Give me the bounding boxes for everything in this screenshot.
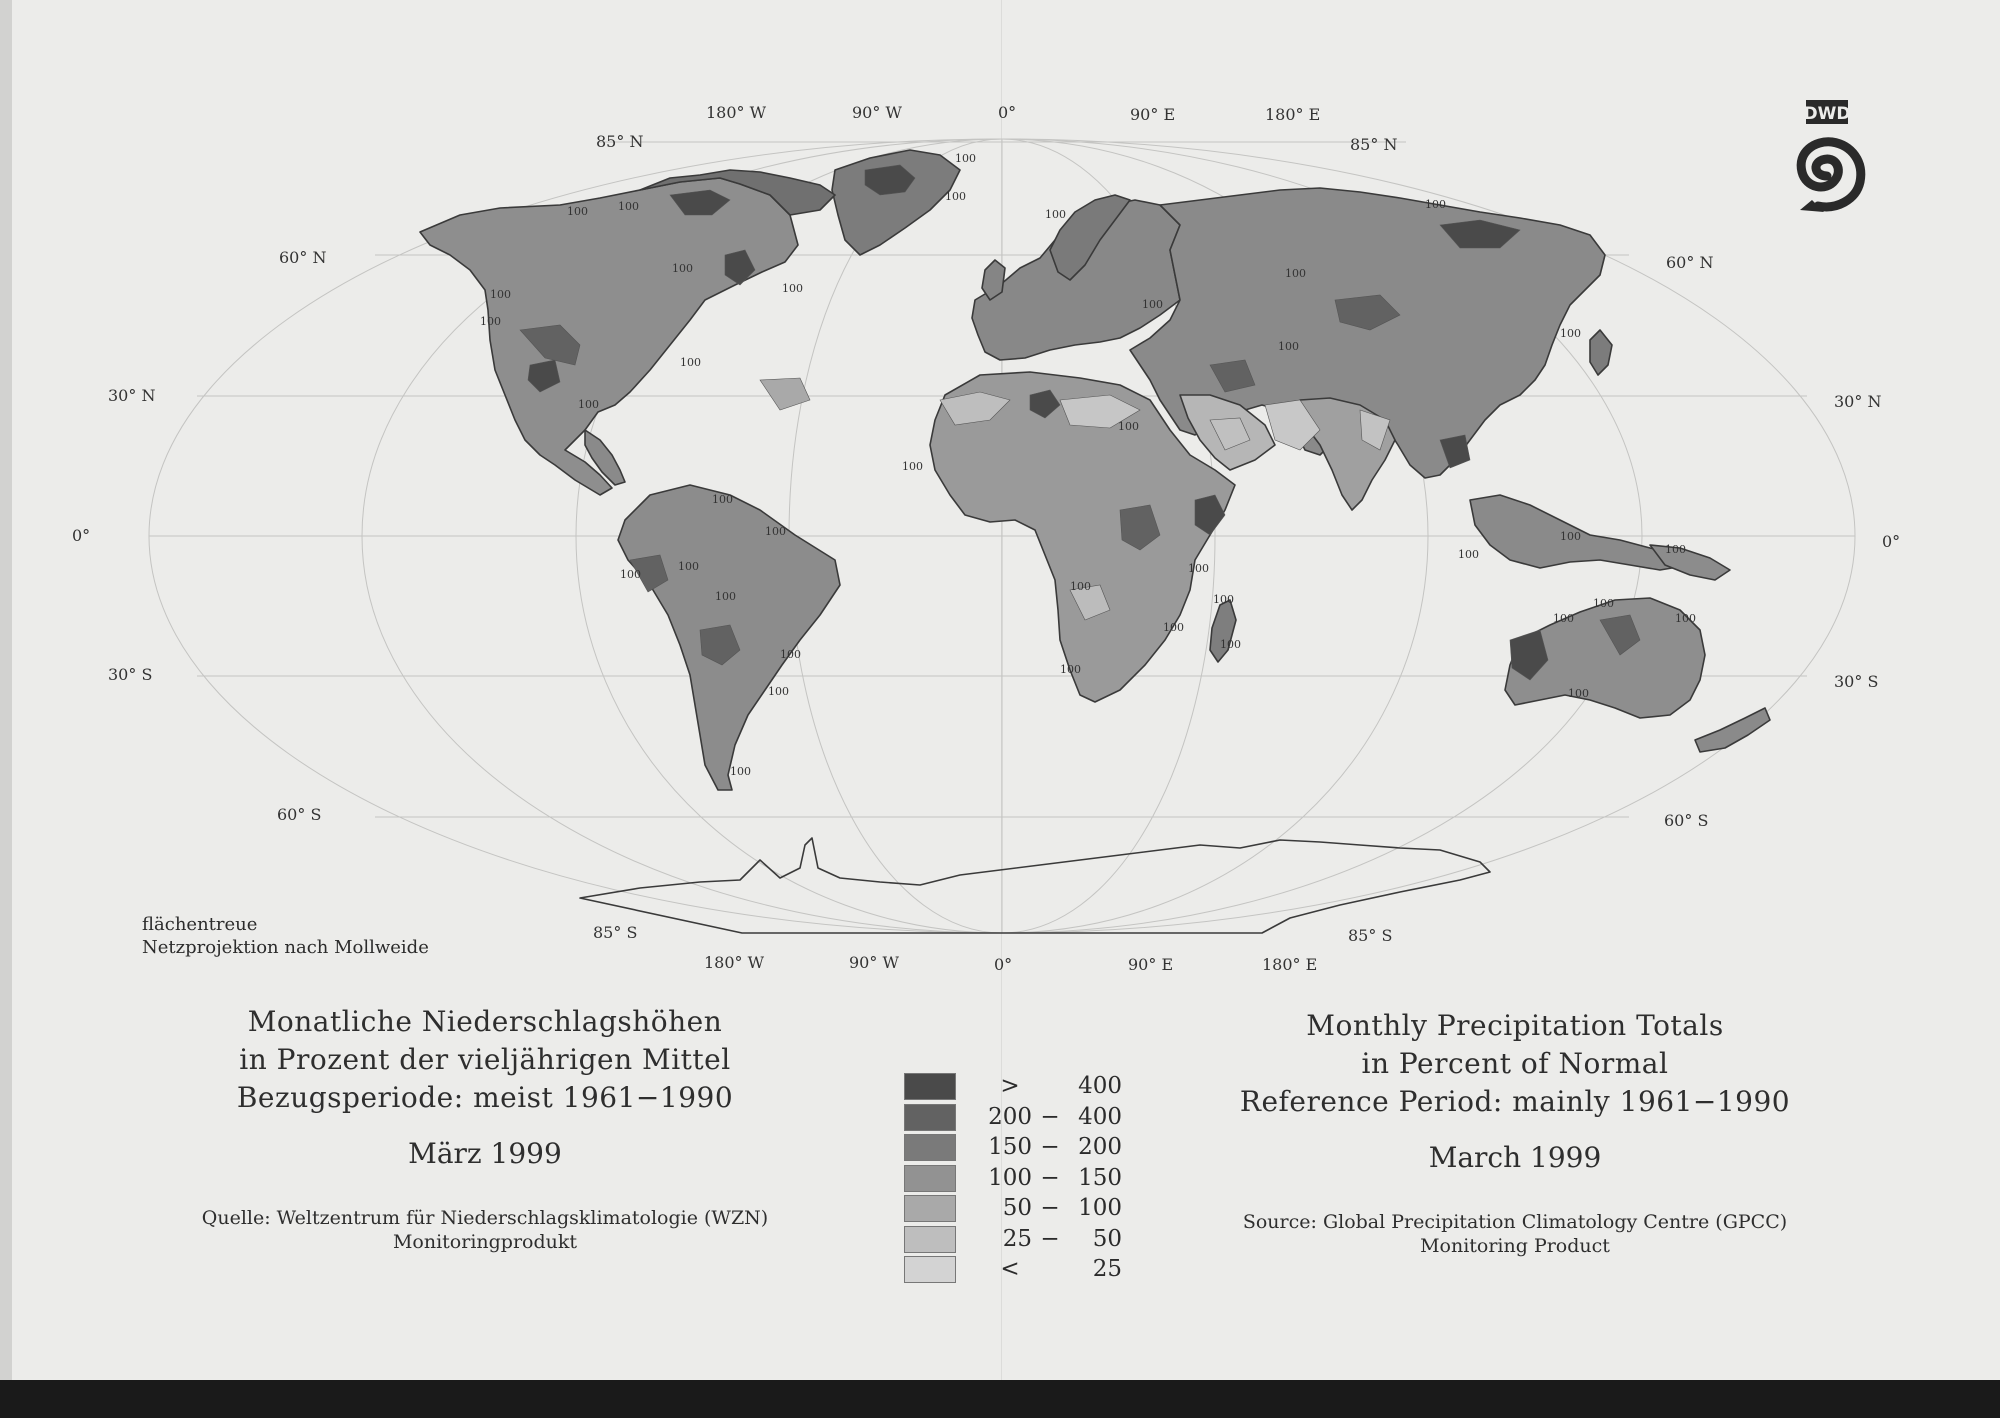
isoline-label: 100 bbox=[1070, 580, 1091, 593]
isoline-label: 100 bbox=[490, 288, 511, 301]
title-line: Monthly Precipitation Totals bbox=[1306, 1009, 1724, 1042]
patch-light bbox=[760, 378, 810, 410]
isoline-label: 100 bbox=[1163, 621, 1184, 634]
month-label: March 1999 bbox=[1428, 1141, 1602, 1174]
lon-label-bottom: 180° E bbox=[1262, 955, 1318, 974]
madagascar bbox=[1210, 600, 1236, 662]
lon-label-top: 90° E bbox=[1130, 105, 1176, 124]
legend-value: 400 bbox=[1078, 1073, 1122, 1099]
legend-value-high: 50 bbox=[1092, 1225, 1122, 1252]
isoline-label: 100 bbox=[1458, 548, 1479, 561]
lat-label-right: 60° N bbox=[1666, 253, 1714, 272]
north-america bbox=[420, 178, 798, 495]
dwd-logo-text: DWD bbox=[1803, 104, 1851, 124]
projection-note bbox=[142, 913, 429, 959]
lat-label-right: 30° N bbox=[1834, 392, 1882, 411]
title-line: in Percent of Normal bbox=[1361, 1047, 1669, 1080]
isoline-label: 100 bbox=[1665, 543, 1686, 556]
legend-operator: − bbox=[1040, 1103, 1060, 1130]
lat-label-left: 30° N bbox=[108, 386, 156, 405]
lat-label-left: 60° N bbox=[279, 248, 327, 267]
isoline-label: 100 bbox=[1553, 612, 1574, 625]
legend-operator: − bbox=[1040, 1164, 1060, 1191]
isoline-label: 100 bbox=[620, 568, 641, 581]
legend-value: 25 bbox=[1092, 1256, 1122, 1282]
lon-label-top: 0° bbox=[998, 103, 1017, 122]
isoline-label: 100 bbox=[567, 205, 588, 218]
legend-value-high: 100 bbox=[1078, 1195, 1122, 1221]
lat-label-left: 60° S bbox=[277, 805, 322, 824]
isoline-label: 100 bbox=[945, 190, 966, 203]
legend-operator: < bbox=[1000, 1256, 1020, 1282]
title-line: Reference Period: mainly 1961−1990 bbox=[1239, 1085, 1791, 1118]
isoline-label: 100 bbox=[1593, 597, 1614, 610]
title-line: Bezugsperiode: meist 1961−1990 bbox=[236, 1081, 734, 1114]
isoline-label: 100 bbox=[765, 525, 786, 538]
isoline-label: 100 bbox=[768, 685, 789, 698]
isoline-label: 100 bbox=[730, 765, 751, 778]
source-line: Monitoringprodukt bbox=[392, 1231, 578, 1253]
isoline-label: 100 bbox=[1060, 663, 1081, 676]
lat-label-right: 30° S bbox=[1834, 672, 1879, 691]
lon-label-bottom: 90° W bbox=[849, 953, 899, 972]
antarctica bbox=[580, 838, 1490, 933]
isoline-label: 100 bbox=[678, 560, 699, 573]
isoline-label: 100 bbox=[712, 493, 733, 506]
spiral-icon bbox=[1801, 142, 1861, 207]
isoline-label: 100 bbox=[902, 460, 923, 473]
lat-label-right: 85° N bbox=[1350, 135, 1398, 154]
isoline-label: 100 bbox=[1560, 327, 1581, 340]
legend-value-high: 150 bbox=[1078, 1164, 1122, 1191]
projection-note-line: flächentreue bbox=[142, 914, 258, 935]
legend-swatch bbox=[904, 1073, 956, 1100]
legend-operator: − bbox=[1040, 1225, 1060, 1252]
lon-label-top: 90° W bbox=[852, 103, 902, 122]
lat-label-left: 30° S bbox=[108, 665, 153, 684]
legend-value-low: 100 bbox=[988, 1164, 1032, 1191]
month-label: März 1999 bbox=[408, 1137, 562, 1170]
isoline-label: 100 bbox=[1220, 638, 1241, 651]
isoline-label: 100 bbox=[1213, 593, 1234, 606]
legend-value-low: 150 bbox=[988, 1134, 1032, 1160]
lat-label-left: 0° bbox=[72, 526, 91, 545]
legend-swatch bbox=[904, 1134, 956, 1161]
lon-label-top: 180° W bbox=[706, 103, 767, 122]
title-line: Monatliche Niederschlagshöhen bbox=[247, 1005, 723, 1038]
legend-swatch bbox=[904, 1226, 956, 1253]
new-zealand bbox=[1695, 708, 1770, 752]
isoline-label: 100 bbox=[680, 356, 701, 369]
legend-value-high: 400 bbox=[1078, 1103, 1122, 1130]
isoline-label: 100 bbox=[672, 262, 693, 275]
source-line: Source: Global Precipitation Climatology Centre (GPCC) bbox=[1242, 1211, 1788, 1233]
isoline-label: 100 bbox=[578, 398, 599, 411]
projection-note-line: Netzprojektion nach Mollweide bbox=[142, 937, 429, 958]
legend-value-low: 200 bbox=[988, 1103, 1032, 1130]
isoline-label: 100 bbox=[715, 590, 736, 603]
legend-value-high: 200 bbox=[1078, 1134, 1122, 1160]
isoline-label: 100 bbox=[1278, 340, 1299, 353]
lon-label-bottom: 90° E bbox=[1128, 955, 1174, 974]
title-english bbox=[1170, 1007, 1860, 1258]
legend-operator: > bbox=[1000, 1073, 1020, 1099]
legend-swatch bbox=[904, 1195, 956, 1222]
title-line: in Prozent der vieljährigen Mittel bbox=[239, 1043, 731, 1076]
source-line: Monitoring Product bbox=[1420, 1235, 1610, 1257]
isoline-label: 100 bbox=[1568, 687, 1589, 700]
legend-value-low: 25 bbox=[1002, 1225, 1032, 1252]
isoline-label: 100 bbox=[1045, 208, 1066, 221]
lon-label-bottom: 180° W bbox=[704, 953, 765, 972]
lon-label-bottom: 0° bbox=[994, 955, 1013, 974]
isoline-label: 100 bbox=[1188, 562, 1209, 575]
legend-swatch bbox=[904, 1165, 956, 1192]
legend-operator: − bbox=[1040, 1134, 1060, 1160]
lat-label-left: 85° N bbox=[596, 132, 644, 151]
isoline-label: 100 bbox=[780, 648, 801, 661]
lon-label-top: 180° E bbox=[1265, 105, 1321, 124]
dwd-logo bbox=[1800, 100, 1861, 212]
isoline-label: 100 bbox=[1285, 267, 1306, 280]
lat-label-right: 60° S bbox=[1664, 811, 1709, 830]
legend-operator: − bbox=[1040, 1195, 1060, 1221]
isoline-label: 100 bbox=[782, 282, 803, 295]
legend-value-low: 50 bbox=[1002, 1195, 1032, 1221]
isoline-label: 100 bbox=[1425, 198, 1446, 211]
isoline-label: 100 bbox=[1560, 530, 1581, 543]
japan bbox=[1590, 330, 1612, 375]
isoline-label: 100 bbox=[1675, 612, 1696, 625]
lat-label-right: 0° bbox=[1882, 532, 1901, 551]
source-line: Quelle: Weltzentrum für Niederschlagsklimatologie (WZN) bbox=[201, 1207, 769, 1229]
legend-swatch bbox=[904, 1256, 956, 1283]
lat-label-left: 85° S bbox=[593, 923, 638, 942]
isoline-label: 100 bbox=[955, 152, 976, 165]
isoline-label: 100 bbox=[480, 315, 501, 328]
isoline-label: 100 bbox=[1118, 420, 1139, 433]
lat-label-right: 85° S bbox=[1348, 926, 1393, 945]
title-german bbox=[140, 1003, 830, 1254]
isoline-label: 100 bbox=[618, 200, 639, 213]
legend-swatch bbox=[904, 1104, 956, 1131]
isoline-label: 100 bbox=[1142, 298, 1163, 311]
